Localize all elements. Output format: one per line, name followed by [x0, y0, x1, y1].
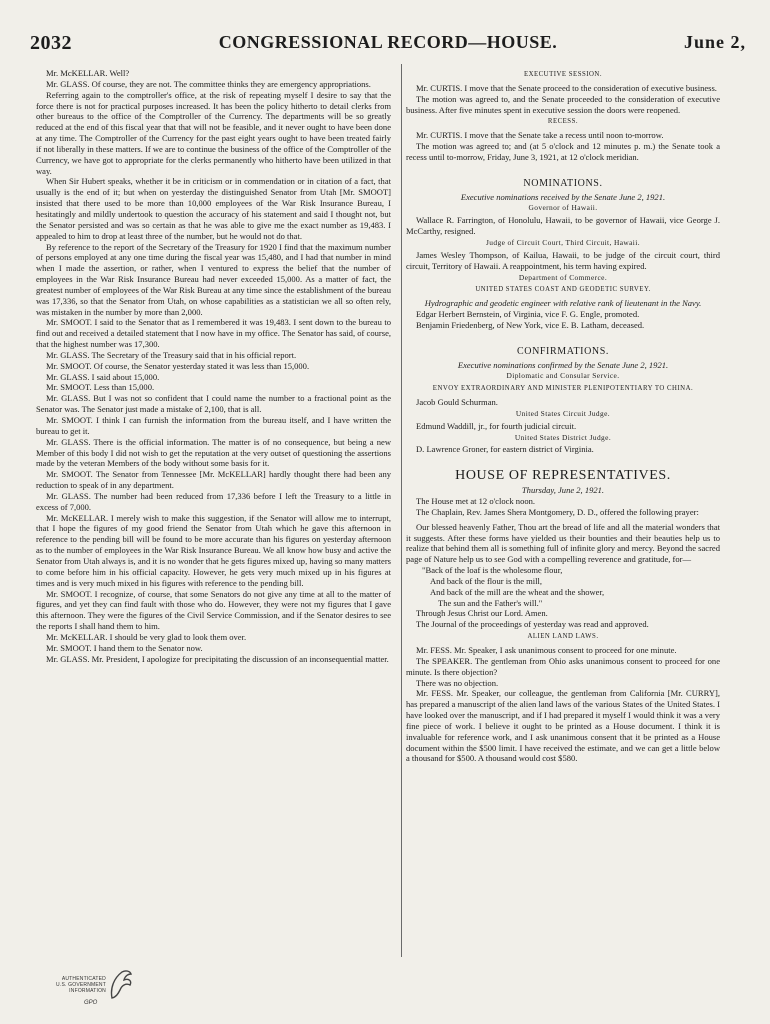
section-heading: ALIEN LAND LAWS.	[527, 633, 599, 641]
poem-line: "Back of the loaf is the wholesome flour,	[422, 565, 563, 576]
paragraph: Mr. GLASS. There is the official information. The matter is of no consequence, but being a new Member of this body I did not wish to get the reputation at the very outset of questioning the assertions made by the veteran Members of the body without some basis for it.	[36, 436, 391, 469]
paragraph: Edmund Waddill, jr., for fourth judicial circuit.	[416, 420, 577, 431]
paragraph: When Sir Hubert speaks, whether it be in criticism or in commendation or in citation of a fact, that usually is the end of it; but when on yesterday the distinguished Senator from Utah [Mr. SMOOT] insisted that there used to be more than 10,000 employees of the War Risk Insurance Bureau, I hesitatingly and mildly undertook to question the accuracy of his statement and said I thought not, but the Senator persisted and was so certain as that he was able to give me the exact number as 19,483. I appealed to him to drop at least three of the number, but he would not do that.	[36, 176, 391, 241]
paragraph: Mr. SMOOT. Less than 15,000.	[46, 382, 155, 393]
paragraph: The Chaplain, Rev. James Shera Montgomery, D. D., offered the following prayer:	[416, 506, 699, 517]
paragraph: Mr. GLASS. I said about 15,000.	[46, 371, 160, 382]
paragraph: Referring again to the comptroller's office, at the risk of repeating myself I desire to say that the force there is not for practical purposes increased. It has been the policy hitherto to detail clerks from other bureaus to the office of the Comptroller of the Currency. The departments will be so greatly reduced at the end of this fiscal year that that will not be feasible, and it never ought to have been done at any time. The Comptroller of the Currency for the past eight years ought to have been treated fairly if not liberally in these matters. If we are to continue the business of the office of the Comptroller of the Currency, we have got to appropriate for the clerks permanently who hitherto have been utilized in that way.	[36, 89, 391, 176]
paragraph: Mr. SMOOT. Of course, the Senator yesterday stated it was less than 15,000.	[46, 360, 310, 371]
section-heading: RECESS.	[547, 118, 579, 126]
paragraph: Edgar Herbert Bernstein, of Virginia, vice F. G. Engle, promoted.	[416, 309, 640, 320]
paragraph: James Wesley Thompson, of Kailua, Hawaii, to be judge of the circuit court, third circuit, Territory of Hawaii. A reappointment, his term having expired.	[406, 249, 720, 271]
paragraph: Through Jesus Christ our Lord. Amen.	[416, 608, 548, 619]
spacer	[406, 163, 720, 171]
right-column	[406, 68, 720, 764]
paragraph: Mr. McKELLAR. I merely wish to make this suggestion, if the Senator will allow me to interrupt, that I hope the figures of my good friend the Senator from Utah which he gave this afternoon in reference to the pending bill will be found to be more accurate than his figures on yesterday afternoon as to the number of employees in the War Risk Insurance Bureau. We all know how busy and active the Senator from Utah always is, and it is no wonder that he gets figures mixed up, having so many matters to come before him in his official capacity. However, he gets very much mixed up in his figures at times and is very much mixed in his figures with reference to the pending bill.	[36, 512, 391, 588]
office-heading: United States District Judge.	[514, 432, 612, 442]
paragraph: The Journal of the proceedings of yesterday was read and approved.	[416, 619, 649, 630]
paragraph: Mr. CURTIS. I move that the Senate proceed to the consideration of executive business.	[416, 82, 717, 93]
paragraph: Mr. FESS. Mr. Speaker, I ask unanimous consent to proceed for one minute.	[416, 644, 677, 655]
paragraph: Our blessed heavenly Father, Thou art the bread of life and all the material wonders that it suggests. After these forms have yielded us their bounties and their beauties help us to realize that behind them all is something full of infinite glory and mercy. Beyond the sacred page of Nature help us to see God with a compelling reverence and gratitude, for—	[406, 521, 720, 565]
left-column	[36, 68, 391, 664]
paragraph: Mr. McKELLAR. I should be very glad to look them over.	[46, 631, 247, 642]
eagle-icon	[108, 968, 134, 1002]
page-number: 2032	[30, 32, 72, 54]
poem-line: The sun and the Father's will."	[438, 597, 543, 608]
spacer	[406, 331, 720, 339]
section-title: NOMINATIONS.	[523, 177, 603, 189]
paragraph: Mr. CURTIS. I move that the Senate take a recess until noon to-morrow.	[416, 130, 664, 141]
paragraph: Mr. GLASS. Of course, they are not. The committee thinks they are emergency appropriations.	[46, 78, 371, 89]
italic-subheading: Executive nominations received by the Senate June 2, 1921.	[460, 191, 666, 202]
page-date: June 2,	[683, 32, 746, 52]
section-heading: UNITED STATES COAST AND GEODETIC SURVEY.	[475, 286, 651, 294]
chamber-title: HOUSE OF REPRESENTATIVES.	[455, 468, 671, 484]
section-heading: EXECUTIVE SESSION.	[523, 71, 603, 78]
gpo-label: GPO	[84, 1000, 98, 1006]
paragraph: There was no objection.	[416, 677, 499, 688]
office-heading: United States Circuit Judge.	[515, 408, 611, 418]
paragraph: Jacob Gould Schurman.	[416, 397, 498, 408]
poem-line: And back of the mill are the wheat and the shower,	[430, 586, 605, 597]
authenticated-seal	[40, 966, 140, 1014]
paragraph: The House met at 12 o'clock noon.	[416, 496, 536, 506]
italic-subheading: Hydrographic and geodetic engineer with relative rank of lieutenant in the Navy.	[424, 298, 702, 309]
italic-subheading: Executive nominations confirmed by the Senate June 2, 1921.	[457, 359, 669, 370]
paragraph: Benjamin Friedenberg, of New York, vice E. B. Latham, deceased.	[416, 319, 645, 330]
paragraph: By reference to the report of the Secretary of the Treasury for 1920 I find that the maximum number of persons employed at any one time during the fiscal year was 15,480, and I had that number in mind when I made the assertion, or rather, when I ventured to express the belief that the number of employees in the War Risk Insurance Bureau had never exceeded 15,000. As a matter of fact, the greatest number of employees of the War Risk Bureau at any time since the establishment of the bureau was 17,336, so that the Senator from Utah, on whose capabilities as a statistician we all so often rely, was mistaken in the number by more than 2,000.	[36, 241, 391, 317]
paragraph: Mr. McKELLAR. Well?	[46, 68, 130, 78]
paragraph: Mr. SMOOT. I said to the Senator that as I remembered it was 19,483. I sent down to the bureau to find out and received a detailed statement that I now have in my office. The Senator has said, of course, that the highest number was 17,300.	[36, 317, 391, 350]
italic-subheading: Thursday, June 2, 1921.	[521, 485, 605, 496]
paragraph: D. Lawrence Groner, for eastern district of Virginia.	[416, 444, 594, 455]
section-heading: ENVOY EXTRAORDINARY AND MINISTER PLENIPOTENTIARY TO CHINA.	[432, 385, 694, 393]
paragraph: The motion was agreed to, and the Senate proceeded to the consideration of executive business. After five minutes spent in executive session the doors were reopened.	[406, 93, 720, 115]
column-divider	[401, 64, 402, 957]
paragraph: Mr. SMOOT. I recognize, of course, that some Senators do not give any time at all to the matter of figures, and yet they can find fault with those who do. However, they were not my figures that I gave this afternoon. They were the figures of the Civil Service Commission, and if the Senator desires to see the reports I shall hand them to him.	[36, 588, 391, 632]
paragraph: Mr. GLASS. Mr. President, I apologize for precipitating the discussion of an inconsequential matter.	[46, 653, 389, 664]
office-heading: Department of Commerce.	[518, 272, 608, 282]
paragraph: Mr. GLASS. The Secretary of the Treasury said that in his official report.	[46, 349, 297, 360]
paragraph: The motion was agreed to; and (at 5 o'clock and 12 minutes p. m.) the Senate took a recess until to-morrow, Friday, June 3, 1921, at 12 o'clock meridian.	[406, 141, 720, 162]
paragraph: Mr. FESS. Mr. Speaker, our colleague, the gentleman from California [Mr. CURRY], has prepared a manuscript of the alien land laws of the various States of the United States. I have looked over the manuscript, and if I had prepared it myself I would think it was a very fine piece of work. I believe it ought to be printed as a House document. I think it is invaluable for reference work, and I ask unanimous consent that it be printed as a House document within the $500 limit. I have received the estimate, and we can get a little below a thousand for $500. A thousand would cost $580.	[406, 688, 720, 764]
paragraph: Mr. SMOOT. I hand them to the Senator now.	[46, 642, 203, 653]
office-heading: Governor of Hawaii.	[528, 203, 598, 213]
paragraph: Mr. GLASS. The number had been reduced from 17,336 before I left the Treasury to a little in excess of 7,000.	[36, 490, 391, 512]
poem-line: And back of the flour is the mill,	[430, 575, 543, 586]
paragraph: Mr. SMOOT. I think I can furnish the information from the bureau itself, and I have written the bureau to get it.	[36, 415, 391, 436]
page-title: CONGRESSIONAL RECORD—HOUSE.	[218, 32, 558, 52]
paragraph: Wallace R. Farrington, of Honolulu, Hawaii, to be governor of Hawaii, vice George J. McCarthy, resigned.	[406, 215, 720, 237]
seal-text: AUTHENTICATED U.S. GOVERNMENT INFORMATION	[56, 976, 106, 994]
paragraph: Mr. GLASS. But I was not so confident that I could name the number to a fractional point as the Senator was. The Senator just made a mistake of 2,100, that is all.	[36, 393, 391, 415]
paragraph: The SPEAKER. The gentleman from Ohio asks unanimous consent to proceed for one minute. Is there objection?	[406, 655, 720, 677]
page-header	[30, 32, 746, 54]
paragraph: Mr. SMOOT. The Senator from Tennessee [Mr. McKELLAR] hardly thought there had been any reduction to speak of in any department.	[36, 469, 391, 491]
office-heading: Diplomatic and Consular Service.	[506, 371, 620, 381]
office-heading: Judge of Circuit Court, Third Circuit, Hawaii.	[486, 237, 640, 247]
section-title: CONFIRMATIONS.	[516, 345, 610, 357]
